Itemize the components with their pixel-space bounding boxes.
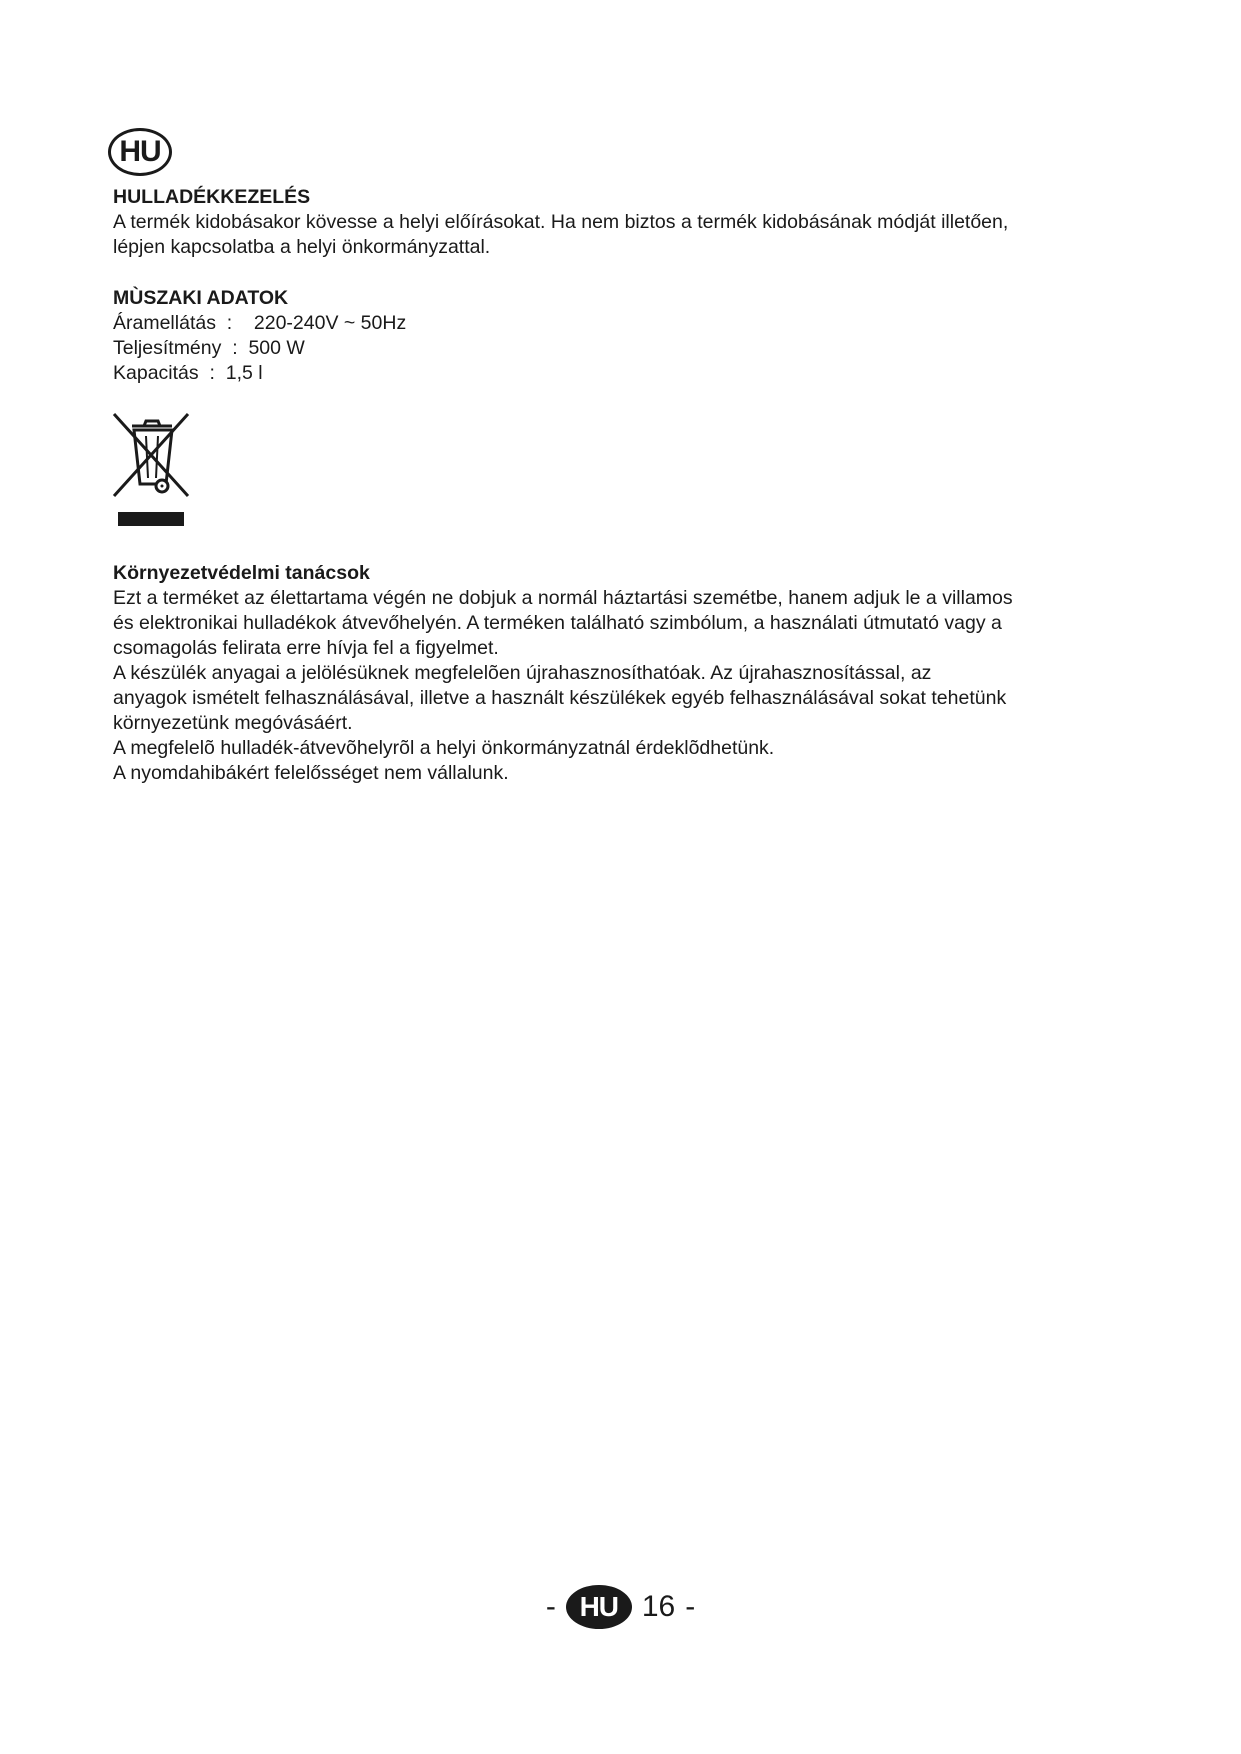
environment-line: Ezt a terméket az élettartama végén ne dobjuk a normál háztartási szemétbe, hanem adjuk le a villamos — [113, 587, 1013, 609]
page-number: 16 — [641, 1590, 676, 1623]
environment-heading: Környezetvédelmi tanácsok — [113, 562, 370, 584]
page-footer — [0, 1585, 1241, 1629]
crossed-out-wheelie-bin-icon — [110, 410, 194, 528]
disposal-line: lépjen kapcsolatba a helyi önkormányzattal. — [113, 236, 491, 258]
spec-row-capacity: Kapacitás : 1,5 l — [113, 362, 263, 384]
disposal-section — [113, 185, 1133, 260]
footer-dash-right: - — [685, 1590, 696, 1623]
environment-line: és elektronikai hulladékok átvevőhelyén. A terméken található szimbólum, a használati útmutató vagy a — [113, 612, 1002, 634]
disposal-line: A termék kidobásakor kövesse a helyi előírásokat. Ha nem biztos a termék kidobásának módját illetően, — [113, 211, 1009, 233]
environment-line: A nyomdahibákért felelősséget nem vállalunk. — [113, 762, 509, 784]
specs-heading: MÙSZAKI ADATOK — [113, 287, 289, 309]
environment-line: csomagolás felirata erre hívja fel a figyelmet. — [113, 637, 499, 659]
footer-dash-left: - — [545, 1590, 556, 1623]
disposal-heading: HULLADÉKKEZELÉS — [113, 186, 311, 208]
specs-section — [113, 286, 1133, 386]
language-badge: HU — [108, 128, 172, 176]
environment-line: anyagok ismételt felhasználásával, illetve a használt készülékek egyéb felhasználásával sokat tehetünk — [113, 687, 1007, 709]
environment-line: A készülék anyagai a jelölésüknek megfelelõen újrahasznosíthatóak. Az újrahasznosítással, az — [113, 662, 932, 684]
spec-row-power-supply: Áramellátás : 220-240V ~ 50Hz — [113, 312, 407, 334]
environment-line: A megfelelõ hulladék-átvevõhelyrõl a helyi önkormányzatnál érdeklõdhetünk. — [113, 737, 775, 759]
environment-line: környezetünk megóvásáért. — [113, 712, 353, 734]
environment-section — [113, 561, 1133, 786]
spec-row-wattage: Teljesítmény : 500 W — [113, 337, 305, 359]
footer-language-badge: HU — [566, 1585, 632, 1629]
